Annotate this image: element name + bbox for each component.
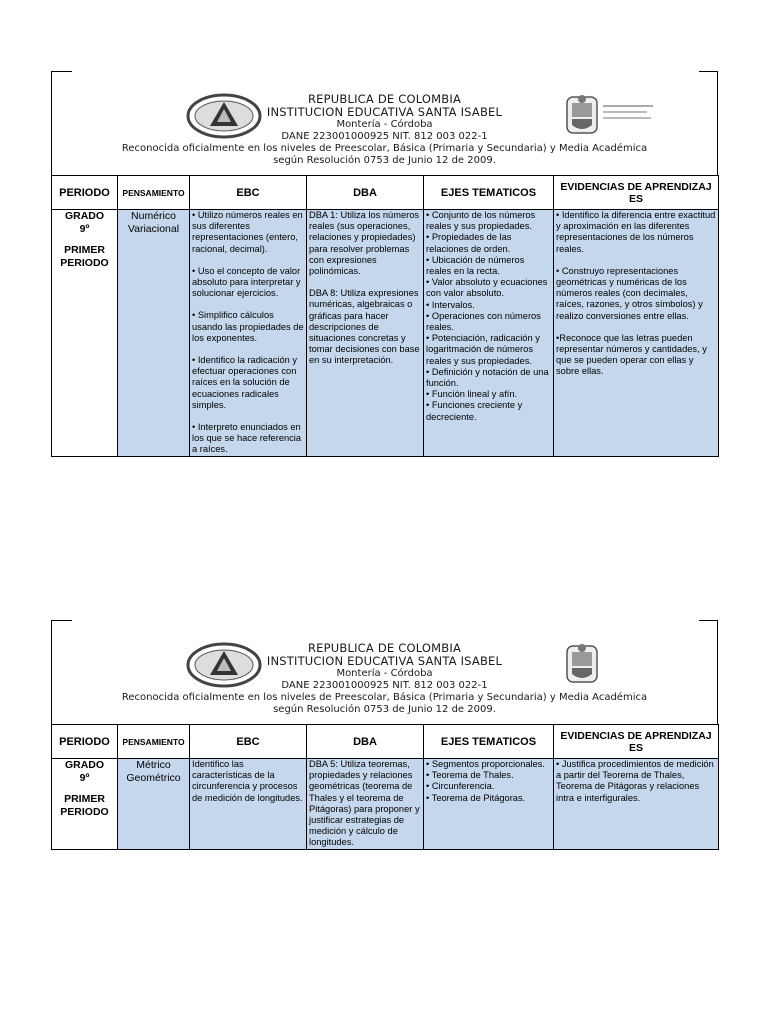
- institution-text: [52, 642, 717, 716]
- list-item: • Teorema de Pitágoras.: [426, 792, 526, 803]
- recognition-text: Reconocida oficialmente en los niveles de Preescolar, Básica (Primaria y Secundaria) y Media Académica: [121, 143, 648, 154]
- curriculum-table: [51, 175, 719, 457]
- institution-name: INSTITUCION EDUCATIVA SANTA ISABEL: [266, 105, 503, 119]
- curriculum-table: [51, 724, 719, 850]
- city-name: Montería - Córdoba: [336, 668, 433, 679]
- resolution-text: según Resolución 0753 de Junio 12 de 2009.: [273, 155, 496, 166]
- list-item: • Identifico la radicación y efectuar operaciones con raíces en la solución de ecuaciones radicales simples.: [192, 355, 300, 410]
- col-dba: DBA: [307, 725, 424, 759]
- list-item: • Definición y notación de una función.: [426, 366, 552, 389]
- corner-mark: [51, 620, 72, 621]
- col-dba: DBA: [307, 176, 424, 210]
- col-ebc: EBC: [190, 176, 307, 210]
- institution-text: [52, 93, 717, 167]
- col-periodo: PERIODO: [52, 176, 118, 210]
- corner-mark: [51, 71, 72, 72]
- resolution-text: según Resolución 0753 de Junio 12 de 2009.: [273, 704, 496, 715]
- list-item: DBA 1: Utiliza los números reales (sus operaciones, relaciones y propiedades) para resolver problemas con expresiones polinómicas.: [309, 210, 422, 277]
- list-item: • Intervalos.: [426, 299, 475, 310]
- list-item: DBA 8: Utiliza expresiones numéricas, algebraicas o gráficas para hacer descripciones de situaciones concretas y tomar decisiones con base en su interpretación.: [309, 288, 423, 366]
- pensamiento-cell: Numérico Variacional: [118, 210, 190, 457]
- col-ebc: EBC: [190, 725, 307, 759]
- corner-mark: [699, 71, 718, 72]
- pensamiento-cell: Métrico Geométrico: [118, 759, 190, 850]
- curriculum-block-1: [51, 71, 718, 457]
- dane-nit: DANE 223001000925 NIT. 812 003 022-1: [281, 680, 488, 691]
- table-header-row: [52, 725, 719, 759]
- col-pensamiento: PENSAMIENTO: [118, 176, 190, 210]
- list-item: Identifico las características de la circunferencia y procesos de medición de longitudes.: [192, 759, 303, 803]
- corner-mark: [699, 620, 718, 621]
- ejes-cell: [424, 210, 554, 457]
- list-item: DBA 5: Utiliza teoremas, propiedades y relaciones geométricas (teorema de Thales y el teorema de Pitágoras) para proponer y justificar estrategias de medición y cálculo de longitudes.: [309, 759, 423, 848]
- list-item: • Operaciones con números reales.: [426, 310, 544, 333]
- list-item: •Reconoce que las letras pueden representar números y cantidades, y que se pueden operar con ellas y sobre ellas.: [556, 332, 710, 377]
- institution-header: [51, 71, 718, 175]
- list-item: • Función lineal y afín.: [426, 389, 518, 400]
- evidencias-cell: [554, 210, 719, 457]
- list-item: • Simplifico cálculos usando las propiedades de los exponentes.: [192, 310, 307, 343]
- ebc-cell: [190, 210, 307, 457]
- col-pensamiento: PENSAMIENTO: [118, 725, 190, 759]
- list-item: • Construyo representaciones geométricas y numéricas de los números reales (con decimales, raíces, razones, y otros símbolos) y realizo conversiones entre ellas.: [556, 265, 706, 321]
- dane-nit: DANE 223001000925 NIT. 812 003 022-1: [281, 131, 488, 142]
- ebc-cell: [190, 759, 307, 850]
- col-ejes: EJES TEMATICOS: [424, 176, 554, 210]
- list-item: • Circunferencia.: [426, 781, 495, 792]
- ejes-cell: [424, 759, 554, 850]
- evidencias-cell: [554, 759, 719, 850]
- list-item: • Segmentos proporcionales.: [426, 759, 546, 769]
- list-item: • Uso el concepto de valor absoluto para interpretar y solucionar ejercicios.: [192, 265, 304, 299]
- list-item: • Ubicación de números reales en la recta.: [426, 254, 527, 277]
- institution-name: INSTITUCION EDUCATIVA SANTA ISABEL: [266, 654, 503, 668]
- dba-cell: [307, 759, 424, 850]
- dba-cell: [307, 210, 424, 457]
- city-name: Montería - Córdoba: [336, 119, 433, 130]
- list-item: • Funciones creciente y decreciente.: [426, 400, 525, 422]
- list-item: • Interpreto enunciados en los que se hace referencia a raíces.: [192, 422, 304, 455]
- periodo-cell: GRADO 9º PRIMER PERIODO: [52, 210, 118, 457]
- list-item: • Valor absoluto y ecuaciones con valor absoluto.: [426, 277, 551, 299]
- list-item: • Justifica procedimientos de medición a partir del Teorema de Thales, Teorema de Pitágoras y relaciones intra e interfigurales.: [556, 759, 717, 803]
- table-row: [52, 210, 719, 457]
- curriculum-block-2: [51, 620, 718, 850]
- list-item: • Potenciación, radicación y logaritmación de números reales y sus propiedades.: [426, 333, 543, 366]
- list-item: • Conjunto de los números reales y sus propiedades.: [426, 210, 538, 232]
- list-item: • Propiedades de las relaciones de orden.: [426, 232, 515, 254]
- list-item: • Utilizo números reales en sus diferentes representaciones (entero, racional, decimal).: [192, 210, 306, 254]
- list-item: • Teorema de Thales.: [426, 770, 514, 781]
- list-item: • Identifico la diferencia entre exactitud y aproximación en las diferentes representaciones de los números reales.: [556, 210, 718, 254]
- table-row: [52, 759, 719, 850]
- institution-header: [51, 620, 718, 724]
- country-name: REPUBLICA DE COLOMBIA: [307, 92, 462, 106]
- col-periodo: PERIODO: [52, 725, 118, 759]
- col-evidencias: EVIDENCIAS DE APRENDIZAJ ES: [554, 176, 719, 210]
- recognition-text: Reconocida oficialmente en los niveles de Preescolar, Básica (Primaria y Secundaria) y Media Académica: [121, 692, 648, 703]
- country-name: REPUBLICA DE COLOMBIA: [307, 641, 462, 655]
- col-ejes: EJES TEMATICOS: [424, 725, 554, 759]
- table-header-row: [52, 176, 719, 210]
- col-evidencias: EVIDENCIAS DE APRENDIZAJ ES: [554, 725, 719, 759]
- periodo-cell: GRADO 9º PRIMER PERIODO: [52, 759, 118, 850]
